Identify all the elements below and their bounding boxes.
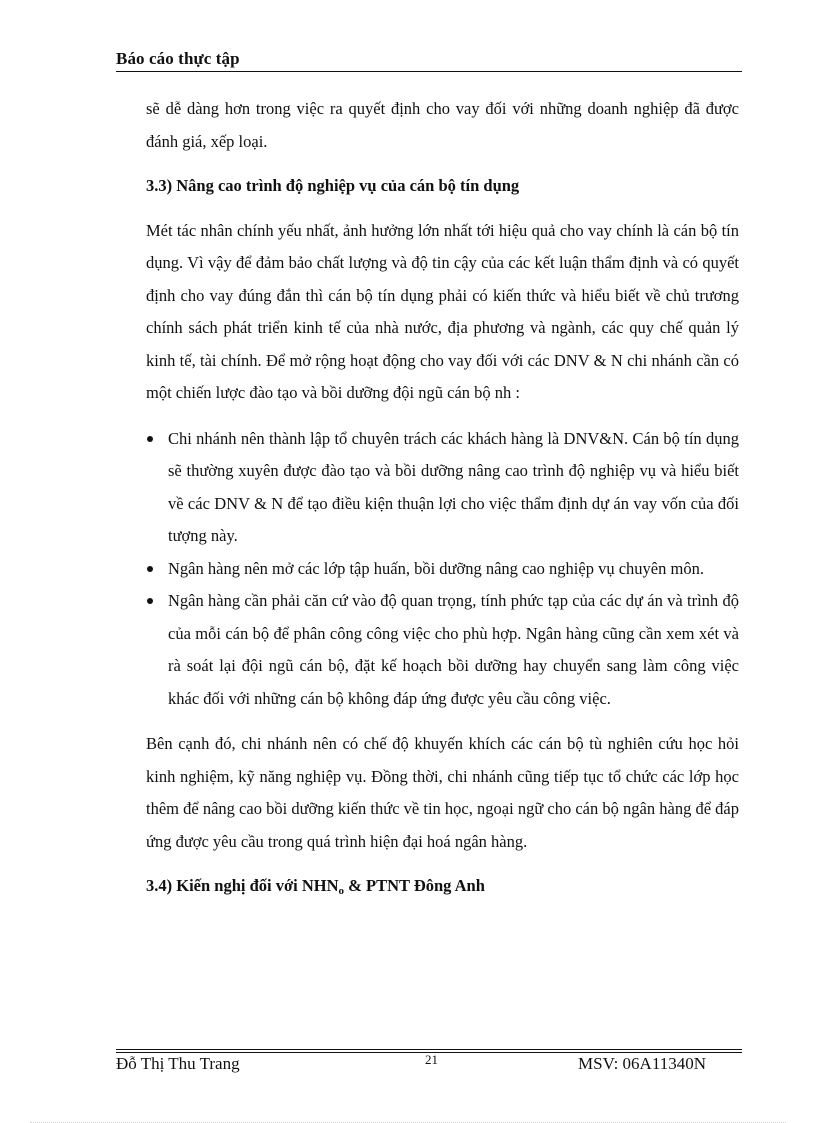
list-item-text: Chi nhánh nên thành lập tổ chuyên trách các khách hàng là DNV&N. Cán bộ tín dụng sẽ thường xuyên được đào tạo và bồi dưỡng nâng cao trình độ nghiệp vụ và hiểu biết về các DNV & N để tạo điều kiện thuận lợi cho việc thẩm định dự án vay vốn của đối tượng này. [168, 428, 739, 545]
page-header-title: Báo cáo thực tập [116, 49, 240, 68]
intro-continuation: sẽ dễ dàng hơn trong việc ra quyết định cho vay đối với những doanh nghiệp đã được đánh giá, xếp loại. [146, 99, 739, 151]
section-3-3-heading: 3.3) Nâng cao trình độ nghiệp vụ của cán bộ tín dụng [146, 176, 520, 195]
list-item-text: Ngân hàng nên mở các lớp tập huấn, bồi dưỡng nâng cao nghiệp vụ chuyên môn. [168, 558, 704, 578]
footer-author: Đỗ Thị Thu Trang [116, 1054, 240, 1073]
bullet-list [146, 423, 739, 716]
footer-divider-top [116, 1049, 742, 1050]
list-item-text: Ngân hàng cần phải căn cứ vào độ quan trọng, tính phức tạp của các dự án và trình độ của mỗi cán bộ để phân công công việc cho phù hợp. Ngân hàng cũng cần xem xét và rà soát lại đội ngũ cán bộ, đặt kế hoạch bồi dưỡng hay chuyển sang làm công việc khác đối với những cán bộ không đáp ứng được yêu cầu công việc. [168, 591, 739, 708]
list-item [146, 553, 739, 586]
footer-page-number: 21 [425, 1052, 438, 1067]
section-3-4-heading-suffix: & PTNT Đông Anh [344, 876, 485, 895]
list-item [146, 423, 739, 553]
section-3-4-heading-subscript: o [338, 885, 344, 897]
section-3-3-closing-paragraph: Bên cạnh đó, chi nhánh nên có chế độ khuyến khích các cán bộ tù nghiên cứu học hỏi kinh nghiệm, kỹ năng nghiệp vụ. Đồng thời, chi nhánh cũng tiếp tục tổ chức các lớp học thêm để nâng cao bồi dưỡng kiến thức về tin học, ngoại ngữ cho cán bộ ngân hàng để đáp ứng được yêu cầu trong quá trình hiện đại hoá ngân hàng. [146, 734, 739, 851]
section-3-4-heading-prefix: 3.4) Kiến nghị đối với NHN [146, 876, 339, 895]
section-3-4-heading [146, 870, 739, 903]
bullet-icon [147, 436, 153, 442]
footer-student-id: MSV: 06A11340N [578, 1054, 706, 1073]
section-3-3-paragraph: Mét tác nhân chính yếu nhất, ảnh hưởng lớn nhất tới hiệu quả cho vay chính là cán bộ tín dụng. Vì vậy để đảm bảo chất lượng và độ tin cậy của các kết luận thẩm định và có quyết định cho vay đúng đắn thì cán bộ tín dụng phải có kiến thức và hiểu biết về chủ trương chính sách phát triển kinh tế của nhà nước, địa phương và ngành, các quy chế quản lý kinh tế, tài chính. Để mở rộng hoạt động cho vay đối với các DNV & N chi nhánh cần có một chiến lược đào tạo và bồi dưỡng đội ngũ cán bộ nh : [146, 220, 739, 402]
header-divider [116, 71, 742, 72]
list-item [146, 585, 739, 715]
bullet-icon [147, 598, 153, 604]
document-body [146, 93, 739, 903]
bullet-icon [147, 566, 153, 572]
